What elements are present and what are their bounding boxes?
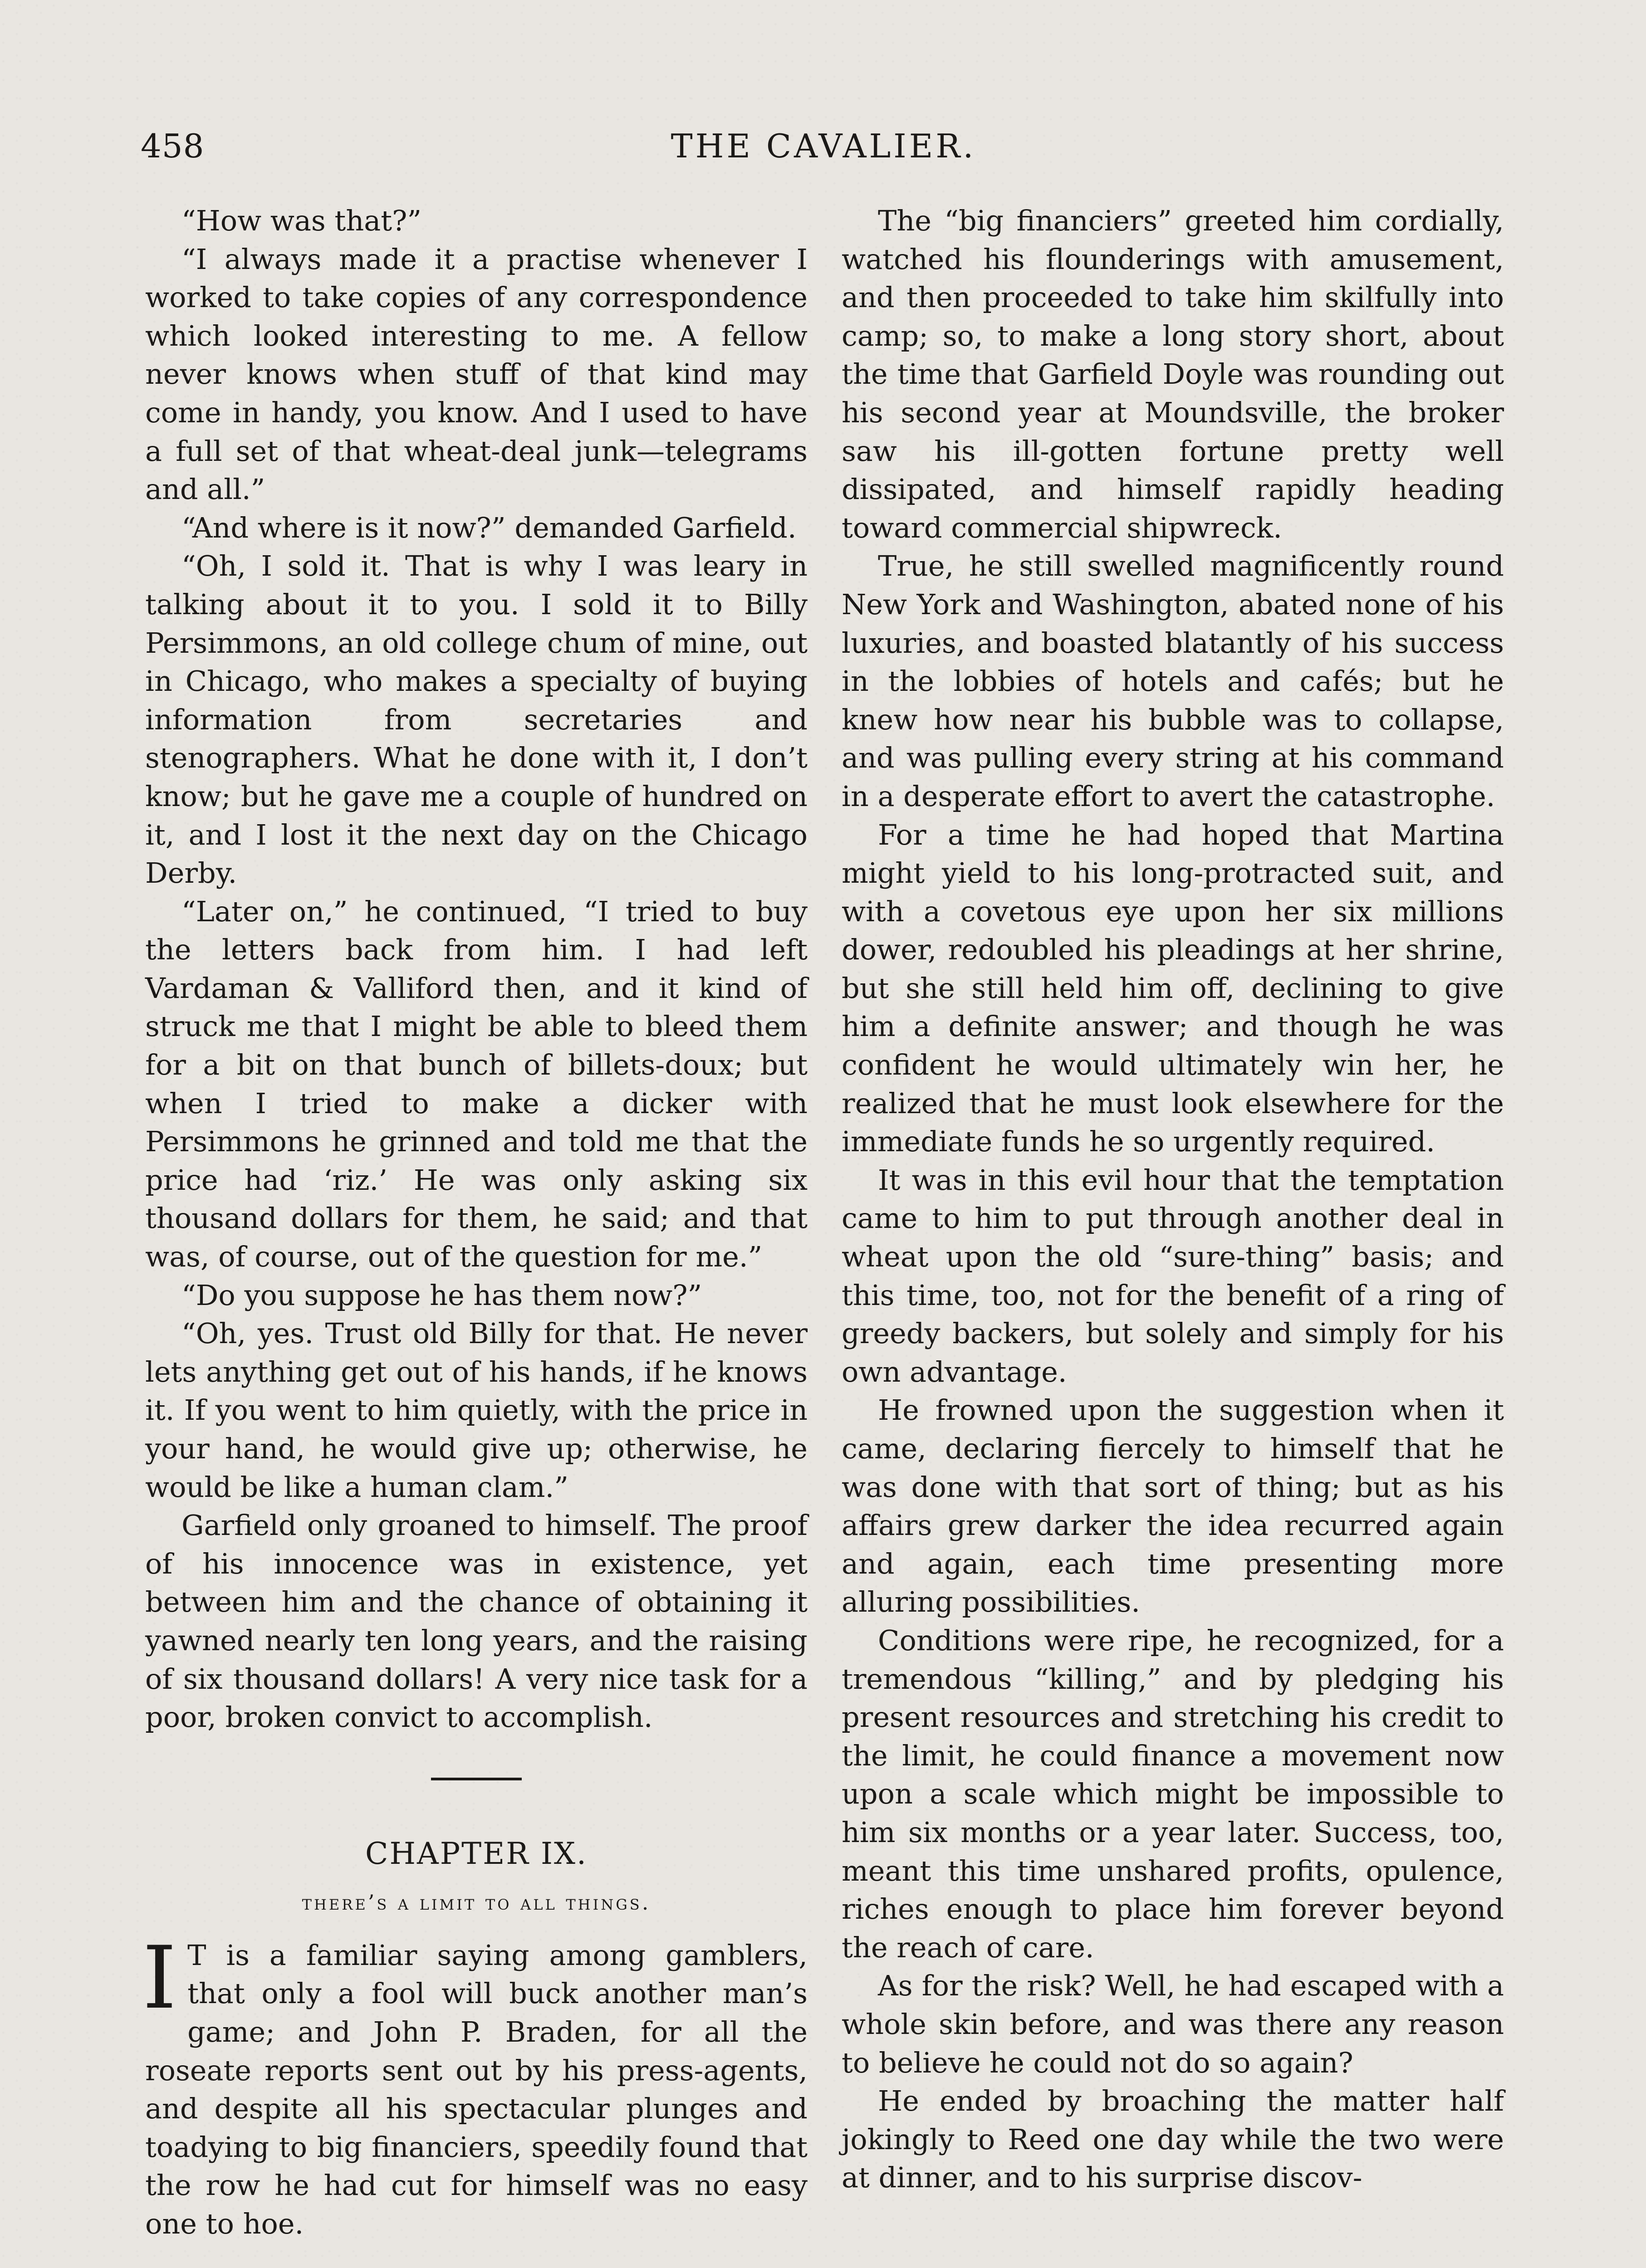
chapter-title: CHAPTER IX. — [365, 1836, 588, 1871]
running-title: THE CAVALIER. — [671, 127, 976, 165]
paragraph: He ended by broaching the matter half jokingly to Reed one day while the two were at dinner, and to his surprise discov- — [842, 2084, 1504, 2195]
left-column — [142, 202, 808, 2244]
paragraph: The “big financiers” greeted him cordially, watched his flounderings with amusement, and then proceeded to take him skilfully into camp; so, to make a long story short, about the time that Garfield Doyle was rounding out his second year at Moundsville, the broker saw his ill-gotten fortune pretty well dissipated, and himself rapidly heading toward commercial shipwreck. — [842, 204, 1504, 544]
paragraph: Conditions were ripe, he recognized, for a tremendous “killing,” and by pledging his present resources and stretching his credit to the limit, he could finance a movement now upon a scale which might be impossible to him six months or a year later. Success, too, meant this time unshared profits, opulence, riches enough to place him forever beyond the reach of care. — [842, 1623, 1504, 1964]
paragraph: For a time he had hoped that Martina might yield to his long-protracted suit, and with a covetous eye upon her six millions dower, redoubled his pleadings at her shrine, but she still held him off, declining to give him a definite answer; and though he was confident he would ultimately win her, he realized that he must look elsewhere for the immediate funds he so urgently required. — [842, 818, 1504, 1158]
chapter-opening-text: T is a familiar saying among gamblers, that only a fool will buck another man’s game; and John P. Braden, for all the roseate reports sent out by his press-agents, and despite all his spectacular plunges and toadying to big financiers, speedily found that the row he had cut for himself was no easy one to hoe. — [145, 1938, 808, 2240]
paragraph: As for the risk? Well, he had escaped with a whole skin before, and was there any reason to believe he could not do so again? — [842, 1969, 1504, 2079]
paragraph: He frowned upon the suggestion when it came, declaring fiercely to himself that he was done with that sort of thing; but as his affairs grew darker the idea recurred again and again, each time presenting more alluring possibilities. — [842, 1393, 1504, 1619]
paragraph: “And where is it now?” demanded Garfield. — [181, 511, 797, 544]
drop-cap: I — [142, 1927, 177, 2028]
paragraph: “Oh, yes. Trust old Billy for that. He never lets anything get out of his hands, if he knows it. If you went to him quietly, with the price in your hand, he would give up; otherwise, he would be like a human clam.” — [145, 1317, 808, 1504]
paragraph: “I always made it a practise whenever I worked to take copies of any correspondence which looked interesting to me. A fellow never knows when stuff of that kind may come in handy, you know. And I used to have a full set of that wheat-deal junk—telegrams and all.” — [145, 242, 808, 506]
paragraph: “Do you suppose he has them now?” — [181, 1278, 702, 1312]
paragraph: “Later on,” he continued, “I tried to buy the letters back from him. I had left Vardaman & Valliford then, and it kind of struck me that I might be able to bleed them for a bit on that bunch of billets-doux; but when I tried to make a dicker with Persimmons he grinned and told me that the price had ‘riz.’ He was only asking six thousand dollars for them, he said; and that was, of course, out of the question for me.” — [145, 894, 808, 1274]
page-header — [141, 127, 1506, 177]
chapter-divider-rule — [431, 1778, 522, 1780]
page-number: 458 — [141, 127, 205, 165]
paragraph: “How was that?” — [181, 204, 422, 237]
paragraph: Garfield only groaned to himself. The proof of his innocence was in existence, yet between him and the chance of obtaining it yawned nearly ten long years, and the raising of six thousand dollars! A very nice task for a poor, broken convict to accomplish. — [145, 1509, 808, 1734]
paragraph: “Oh, I sold it. That is why I was leary in talking about it to you. I sold it to Billy Persimmons, an old college chum of mine, out in Chicago, who makes a specialty of buying information from secretaries and stenographers. What he done with it, I don’t know; but he gave me a couple of hundred on it, and I lost it the next day on the Chicago Derby. — [145, 549, 808, 890]
paragraph: True, he still swelled magnificently round New York and Washington, abated none of his luxuries, and boasted blatantly of his success in the lobbies of hotels and cafés; but he knew how near his bubble was to collapse, and was pulling every string at his command in a desperate effort to avert the catastrophe. — [842, 549, 1504, 813]
chapter-opening-paragraph — [142, 1927, 808, 2244]
right-column — [842, 202, 1504, 2197]
paragraph: It was in this evil hour that the temptation came to him to put through another deal in wheat upon the old “sure-thing” basis; and this time, too, not for the benefit of a ring of greedy backers, but solely and simply for his own advantage. — [842, 1163, 1504, 1388]
chapter-subtitle: there’s a limit to all things. — [302, 1890, 651, 1915]
